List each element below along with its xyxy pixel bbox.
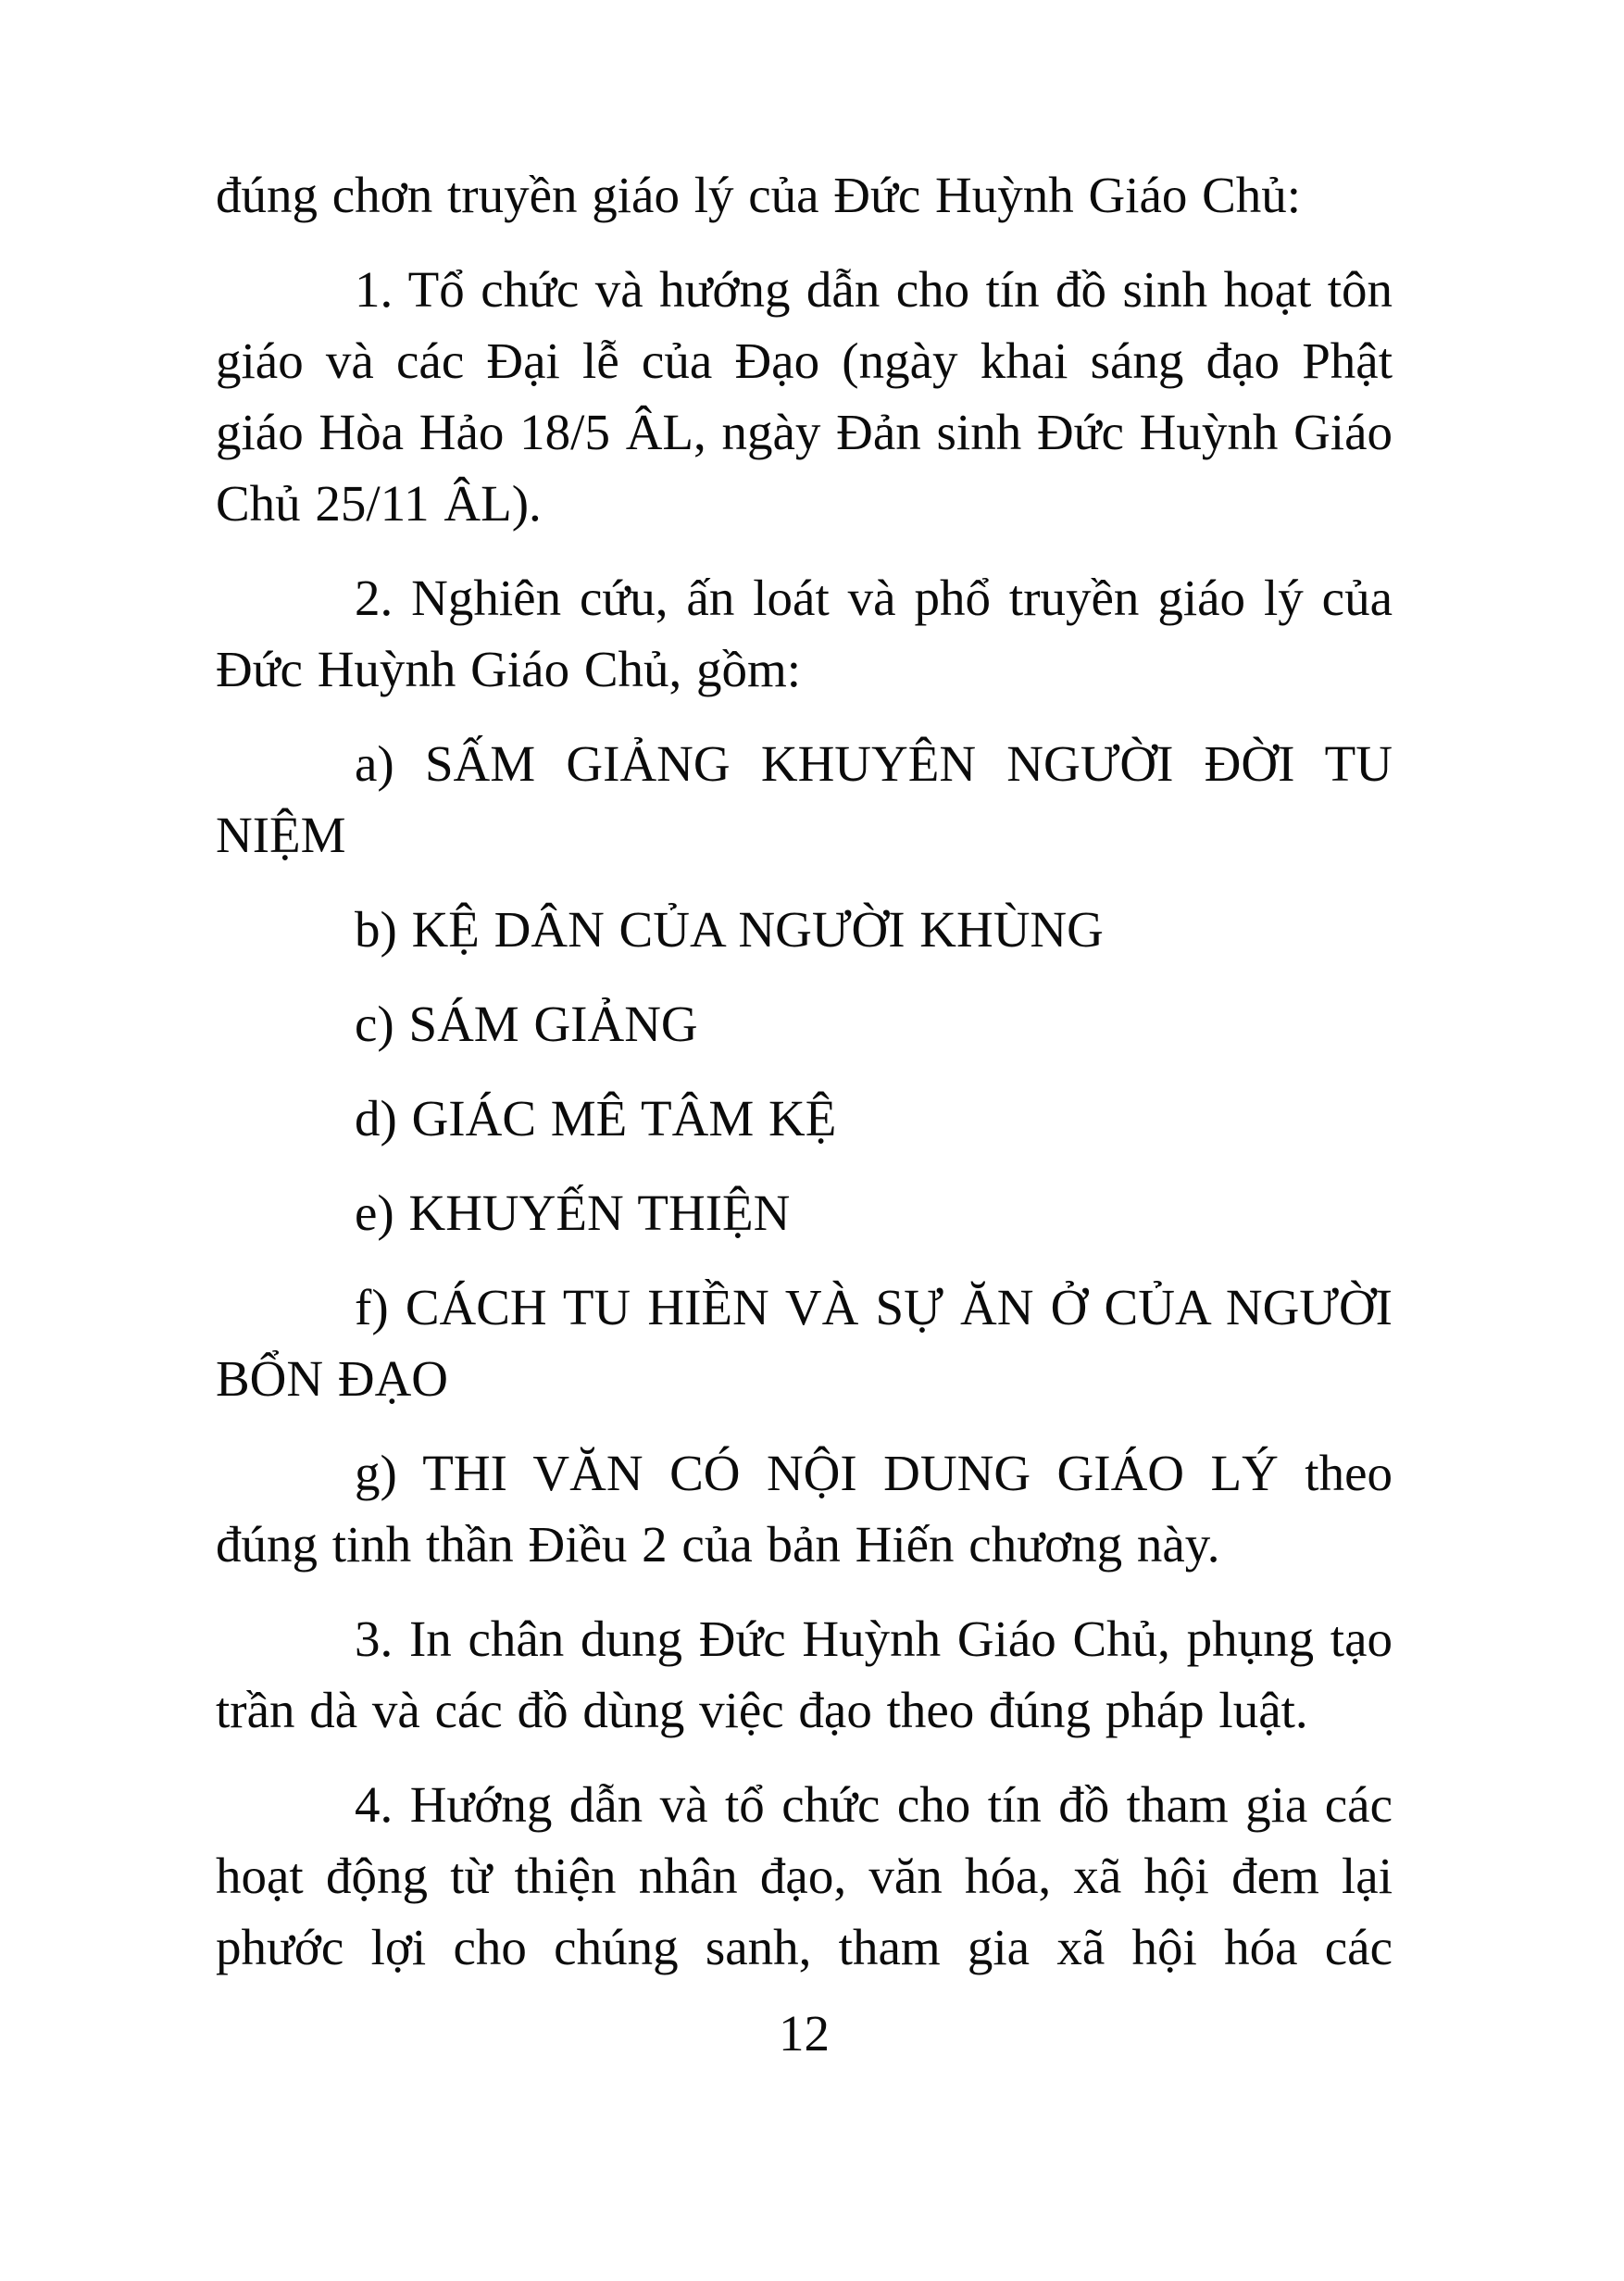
page-number: 12 <box>779 2005 830 2062</box>
paragraph: d) GIÁC MÊ TÂM KỆ <box>355 1090 837 1147</box>
paragraph: c) SÁM GIẢNG <box>355 996 698 1052</box>
paragraph: 2. Nghiên cứu, ấn loát và phổ truyền giáo lý của Đức Huỳnh Giáo Chủ, gồm: <box>216 570 1393 697</box>
paragraph: 3. In chân dung Đức Huỳnh Giáo Chủ, phụng tạo trần dà và các đồ dùng việc đạo theo đúng pháp luật. <box>216 1610 1393 1738</box>
paragraph: 1. Tổ chức và hướng dẫn cho tín đồ sinh hoạt tôn giáo và các Đại lễ của Đạo (ngày khai sáng đạo Phật giáo Hòa Hảo 18/5 ÂL, ngày Đản sinh Đức Huỳnh Giáo Chủ 25/11 ÂL). <box>216 261 1393 532</box>
document-body <box>216 159 1393 1983</box>
paragraph: đúng chơn truyền giáo lý của Đức Huỳnh Giáo Chủ: <box>216 167 1302 223</box>
paragraph: b) KỆ DÂN CỦA NGƯỜI KHÙNG <box>355 901 1104 958</box>
paragraph: g) THI VĂN CÓ NỘI DUNG GIÁO LÝ theo đúng tinh thần Điều 2 của bản Hiến chương này. <box>216 1445 1393 1573</box>
paragraph: a) SẤM GIẢNG KHUYÊN NGƯỜI ĐỜI TU NIỆM <box>216 735 1393 863</box>
paragraph: e) KHUYẾN THIỆN <box>355 1184 791 1241</box>
paragraph: 4. Hướng dẫn và tổ chức cho tín đồ tham gia các hoạt động từ thiện nhân đạo, văn hóa, xã hội đem lại phước lợi cho chúng sanh, tham gia xã hội hóa các <box>216 1776 1393 1975</box>
paragraph: f) CÁCH TU HIỀN VÀ SỰ ĂN Ở CỦA NGƯỜI BỔN ĐẠO <box>216 1279 1393 1407</box>
